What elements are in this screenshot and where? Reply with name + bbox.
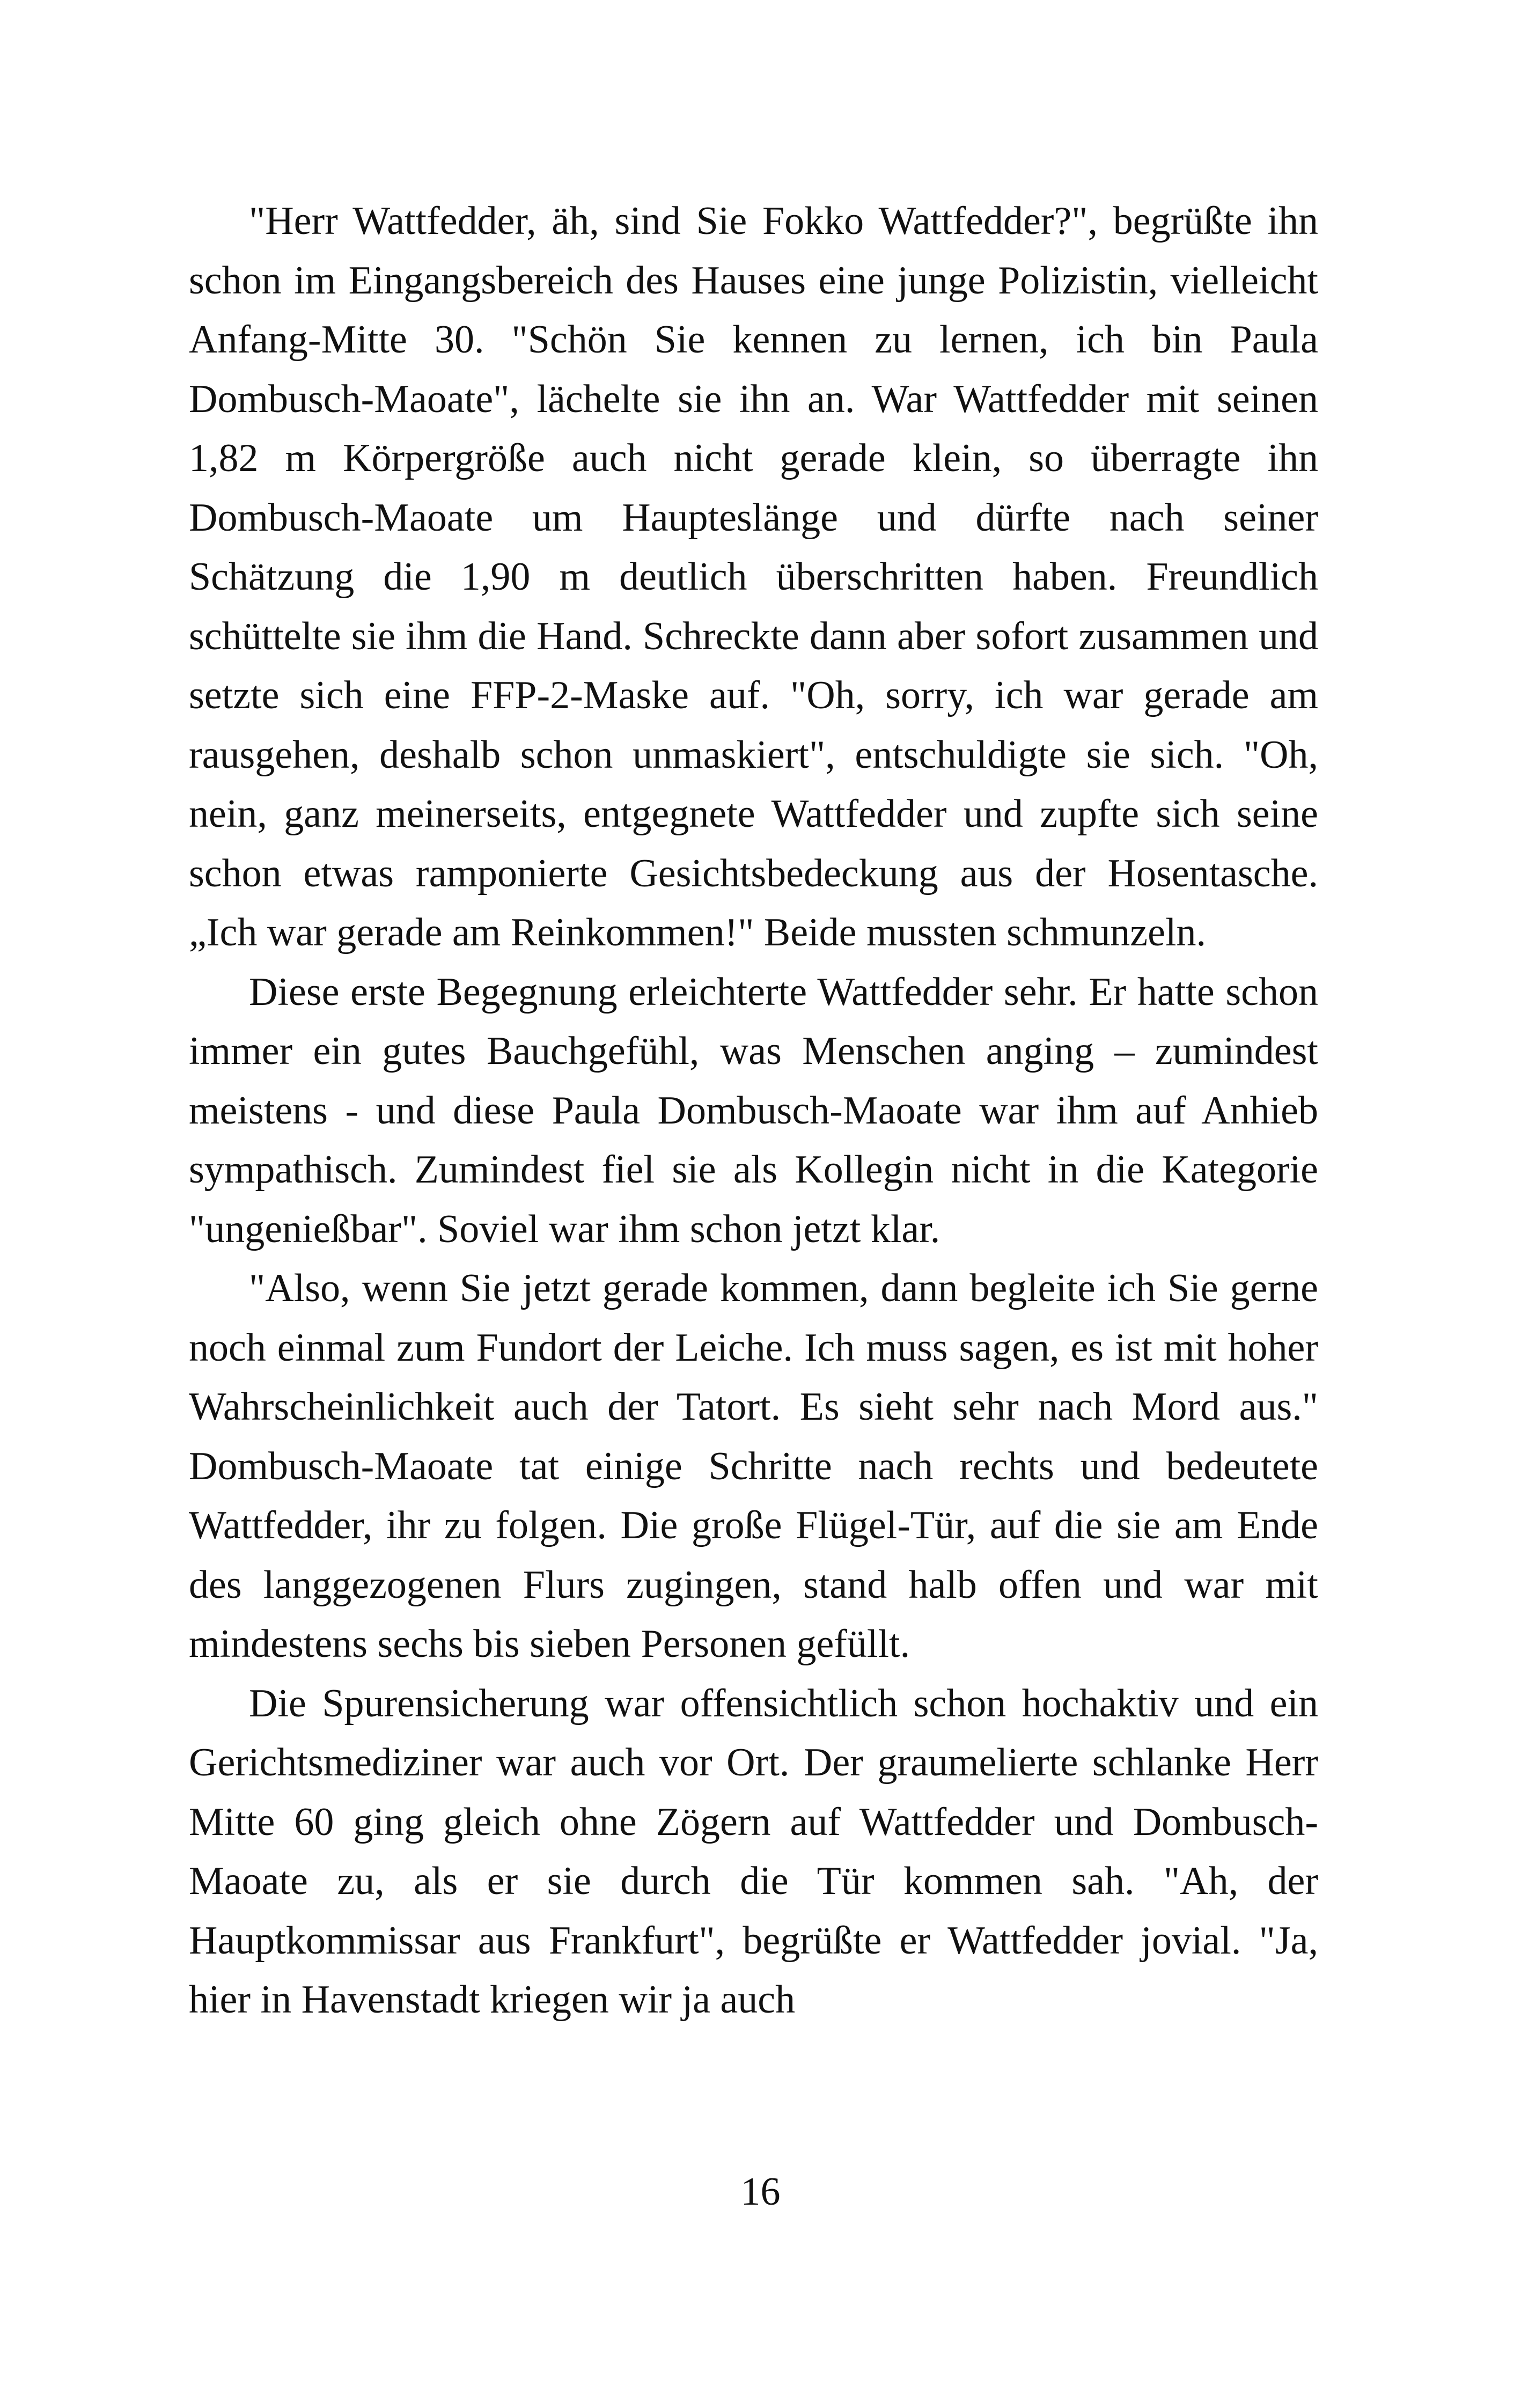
paragraph: "Also, wenn Sie jetzt gerade kommen, dann begleite ich Sie gerne noch einmal zum Fundort der Leiche. Ich muss sagen, es ist mit hoher Wahrscheinlichkeit auch der Tatort. Es sieht sehr nach Mord aus." Dombusch-Maoate tat einige Schritte nach rechts und bedeutete Wattfedder, ihr zu folgen. Die große Flügel-Tür, auf die sie am Ende des langgezogenen Flurs zugingen, stand halb offen und war mit mindestens sechs bis sieben Personen gefüllt. <box>189 1266 1318 1666</box>
paragraph: Die Spurensicherung war offensichtlich schon hochaktiv und ein Gerichtsmediziner war auch vor Ort. Der graumelierte schlanke Herr Mitte 60 ging gleich ohne Zögern auf Wattfedder und Dombusch-Maoate zu, als er sie durch die Tür kommen sah. "Ah, der Hauptkommissar aus Frankfurt", begrüßte er Wattfedder jovial. "Ja, hier in Havenstadt kriegen wir ja auch <box>189 1681 1318 2022</box>
page-body <box>189 192 1318 2030</box>
paragraph: "Herr Wattfedder, äh, sind Sie Fokko Wattfedder?", begrüßte ihn schon im Eingangsbereich des Hauses eine junge Polizistin, vielleicht Anfang-Mitte 30. "Schön Sie kennen zu lernen, ich bin Paula Dombusch-Maoate", lächelte sie ihn an. War Wattfedder mit seinen 1,82 m Körpergröße auch nicht gerade klein, so überragte ihn Dombusch-Maoate um Haupteslänge und dürfte nach seiner Schätzung die 1,90 m deutlich überschritten haben. Freundlich schüttelte sie ihm die Hand. Schreckte dann aber sofort zusammen und setzte sich eine FFP-2-Maske auf. "Oh, sorry, ich war gerade am rausgehen, deshalb schon unmaskiert", entschuldigte sie sich. "Oh, nein, ganz meinerseits, entgegnete Wattfedder und zupfte sich seine schon etwas ramponierte Gesichtsbedeckung aus der Hosentasche. „Ich war gerade am Reinkommen!" Beide mussten schmunzeln. <box>189 199 1318 955</box>
page-number: 16 <box>740 2170 781 2214</box>
paragraph: Diese erste Begegnung erleichterte Wattfedder sehr. Er hatte schon immer ein gutes Bauchgefühl, was Menschen anging – zumindest meistens - und diese Paula Dombusch-Maoate war ihm auf Anhieb sympathisch. Zumindest fiel sie als Kollegin nicht in die Kategorie "ungenießbar". Soviel war ihm schon jetzt klar. <box>189 970 1318 1251</box>
